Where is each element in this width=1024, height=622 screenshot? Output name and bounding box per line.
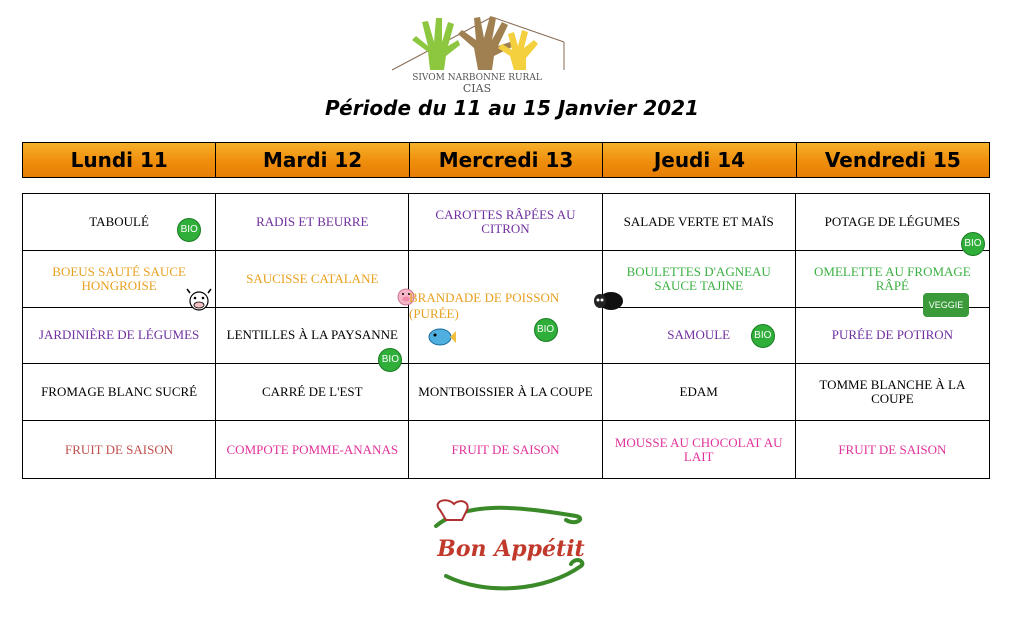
menu-item [796, 308, 989, 365]
menu-item-label: FRUIT DE SAISON [838, 441, 947, 457]
day-wednesday: Mercredi 13 [410, 143, 603, 177]
menu-item-label: OMELETTE AU FROMAGE RÂPÉ [814, 263, 971, 293]
menu-item-label: CARRÉ DE L'EST [262, 384, 363, 400]
menu-item [409, 364, 602, 421]
menu-item [796, 251, 989, 308]
menu-item [216, 308, 409, 365]
menu-item-label: SAUCISSE CATALANE [246, 270, 379, 286]
bio-badge-icon: BIO [177, 218, 201, 242]
menu-item [603, 194, 796, 251]
menu-item-label: LENTILLES À LA PAYSANNE [226, 327, 398, 343]
logo-text-line2: CIAS [462, 82, 492, 94]
menu-item-label: POTAGE DE LÉGUMES [824, 213, 961, 229]
sivom-logo [382, 12, 572, 94]
menu-item-label: TOMME BLANCHE À LA COUPE [819, 377, 966, 407]
bon-appetit-logo [426, 496, 596, 598]
day-thursday: Jeudi 14 [603, 143, 796, 177]
menu-item [603, 308, 796, 365]
bio-badge-icon: BIO [961, 232, 985, 256]
menu-item [409, 194, 602, 251]
menu-item [796, 364, 989, 421]
menu-item [796, 194, 989, 251]
menu-item [216, 364, 409, 421]
menu-item [409, 421, 602, 478]
menu-item [216, 251, 409, 308]
bio-badge-icon: BIO [751, 324, 775, 348]
menu-item [23, 194, 216, 251]
menu-item-label: EDAM [679, 384, 718, 400]
menu-item [23, 308, 216, 365]
menu-item-label: BRANDADE DE POISSON (PURÉE) [409, 290, 560, 321]
logo-text-line1: SIVOM NARBONNE RURAL [412, 73, 542, 83]
menu-item-label: RADIS ET BEURRE [256, 213, 369, 229]
menu-item-label: MOUSSE AU CHOCOLAT AU LAIT [614, 434, 783, 464]
menu-item-label: FRUIT DE SAISON [451, 441, 560, 457]
menu-item [603, 421, 796, 478]
bio-badge-icon: BIO [378, 348, 402, 372]
menu-item [216, 194, 409, 251]
menu-item-label: BOEUS SAUTÉ SAUCE HONGROISE [52, 263, 186, 293]
menu-item [216, 421, 409, 478]
menu-item [603, 364, 796, 421]
menu-item-label: MONTBOISSIER À LA COUPE [418, 384, 593, 400]
menu-item-label: JARDINIÈRE DE LÉGUMES [38, 327, 200, 343]
menu-item-label: FRUIT DE SAISON [65, 441, 174, 457]
menu-item [23, 251, 216, 308]
menu-item [23, 364, 216, 421]
bon-appetit-text: Bon Appétit [437, 536, 585, 562]
menu-item-label: SAMOULE [667, 327, 731, 343]
bio-badge-icon: BIO [534, 318, 558, 342]
menu-item-label: COMPOTE POMME-ANANAS [226, 441, 399, 457]
menu-item [603, 251, 796, 308]
menu-item [23, 421, 216, 478]
menu-item-label: TABOULÉ [89, 213, 149, 229]
menu-item-label: SALADE VERTE ET MAÏS [623, 213, 774, 229]
veggie-badge-icon: VEGGIE [923, 293, 969, 317]
menu-item-label: CAROTTES RÂPÉES AU CITRON [435, 206, 576, 236]
menu-item-label: BOULETTES D'AGNEAU SAUCE TAJINE [626, 263, 771, 293]
menu-item-wednesday-main [409, 251, 601, 361]
day-friday: Vendredi 15 [824, 148, 961, 172]
day-monday: Lundi 11 [23, 143, 216, 177]
day-tuesday: Mardi 12 [216, 143, 409, 177]
menu-item [796, 421, 989, 478]
days-header [22, 142, 990, 178]
period-title: Période du 11 au 15 Janvier 2021 [325, 96, 699, 120]
menu-item-label: FROMAGE BLANC SUCRÉ [41, 384, 198, 400]
menu-item-label: PURÉE DE POTIRON [831, 327, 954, 343]
